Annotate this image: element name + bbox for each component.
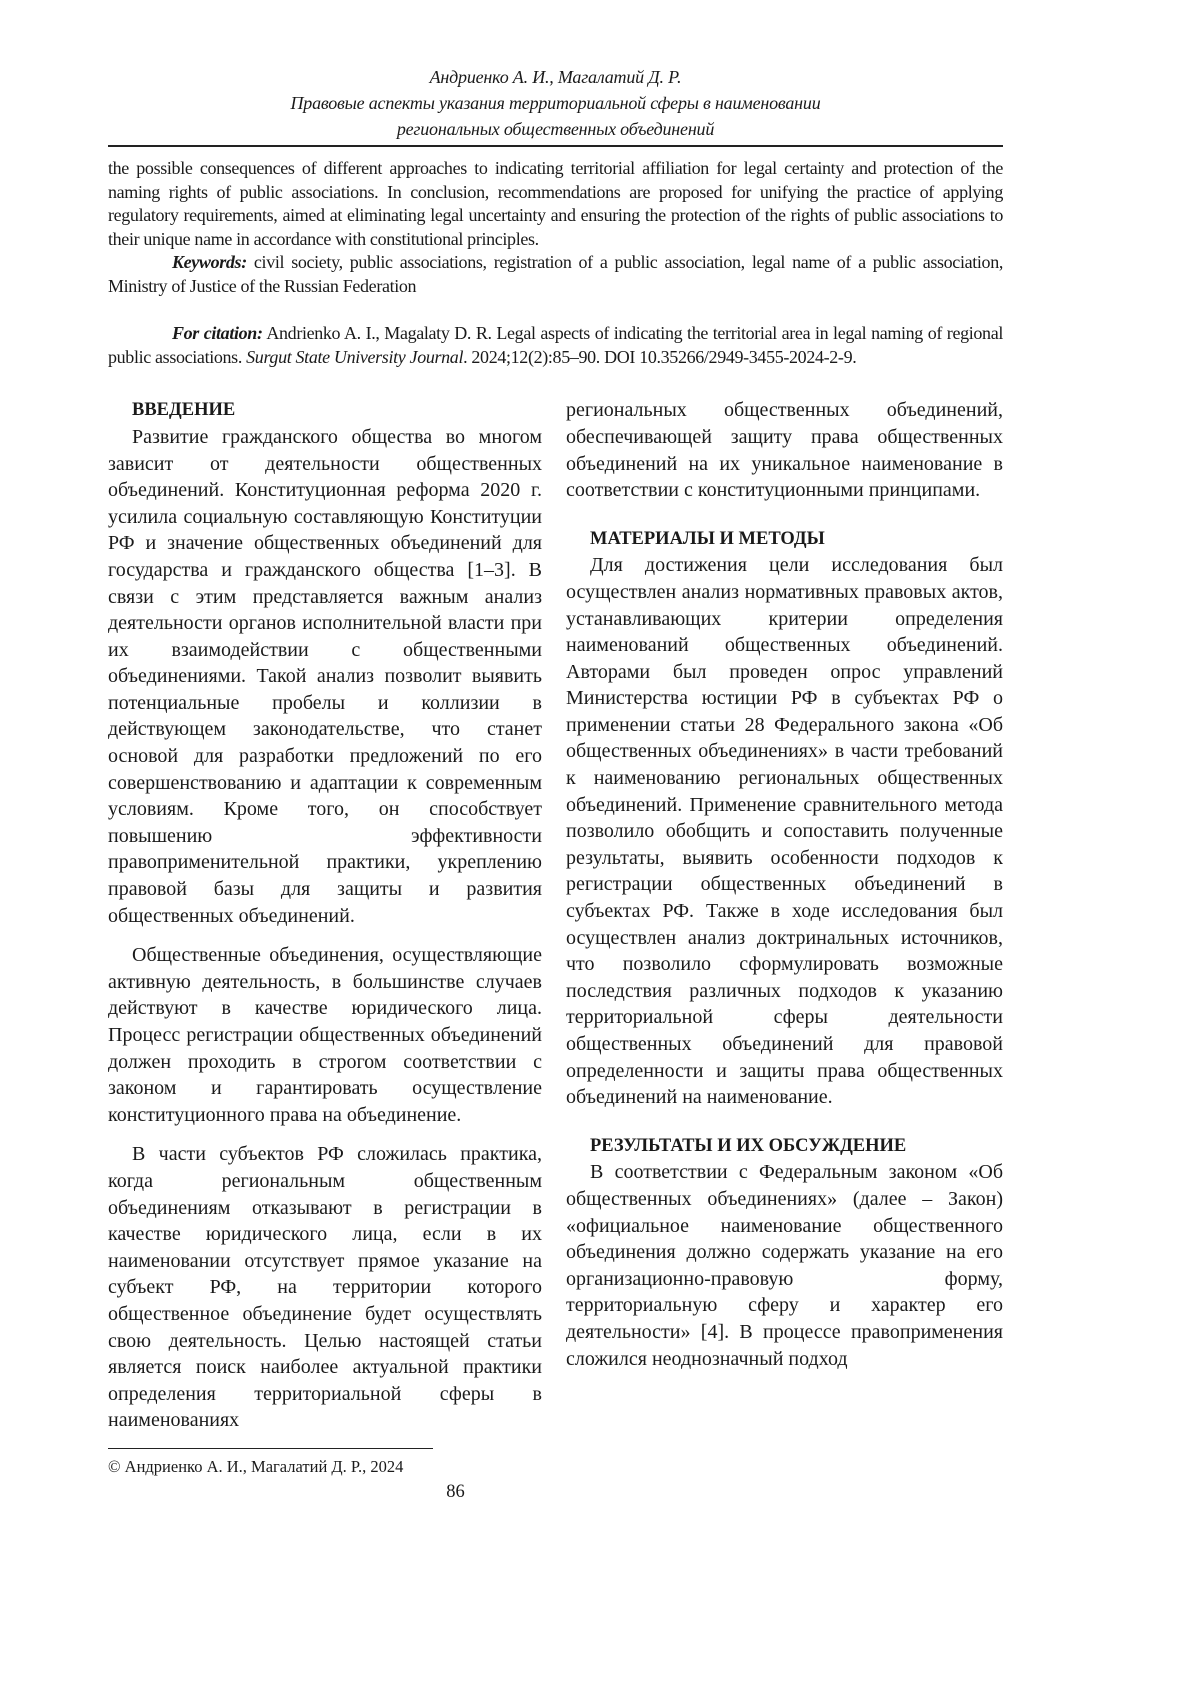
- section-heading-introduction: ВВЕДЕНИЕ: [108, 397, 542, 424]
- abstract-text: the possible consequences of different approaches to indicating territorial affiliation for legal certainty and protection of the naming rights of public associations. In conclusion, recommendations are proposed for unifying the practice of applying regulatory requirements, aimed at eliminating legal uncertainty and ensuring the protection of the rights of public associations to their unique name in accordance with constitutional principles.: [108, 157, 1003, 251]
- paragraph: региональных общественных объединений, обеспечивающей защиту права общественных объединений на их уникальное наименование в соответствии с конституционными принципами.: [566, 397, 1003, 503]
- running-header: [108, 64, 1003, 142]
- citation: [108, 322, 1003, 369]
- keywords-text: civil society, public associations, registration of a public association, legal name of a public association, Ministry of Justice of the Russian Federation: [108, 252, 1003, 296]
- abstract-block: [108, 157, 1003, 369]
- copyright-footnote: © Андриенко А. И., Магалатий Д. Р., 2024: [108, 1457, 1003, 1477]
- citation-label: For citation:: [172, 323, 263, 343]
- section-heading-results: РЕЗУЛЬТАТЫ И ИХ ОБСУЖДЕНИЕ: [566, 1133, 1003, 1160]
- header-title-line2: региональных общественных объединений: [108, 116, 1003, 142]
- citation-tail: . 2024;12(2):85–90. DOI 10.35266/2949-3455-2024-2-9.: [463, 347, 856, 367]
- keywords-label: Keywords:: [172, 252, 247, 272]
- page: [0, 0, 1200, 1543]
- right-column: [566, 397, 1003, 1372]
- paragraph: Развитие гражданского общества во многом зависит от деятельности общественных объединений. Конституционная реформа 2020 г. усилила социальную составляющую Конституции РФ и значение общественных объединений для государства и гражданского общества [1–3]. В связи с этим представляется важным анализ деятельности органов исполнительной власти при их взаимодействии с общественными объединениями. Такой анализ позволит выявить потенциальные пробелы и коллизии в действующем законодательстве, что станет основой для разработки предложений по его совершенствованию и адаптации к современным условиям. Кроме того, он способствует повышению эффективности правоприменительной практики, укреплению правовой базы для защиты и развития общественных объединений.: [108, 424, 542, 929]
- header-rule: [108, 145, 1003, 147]
- footnote-rule: [108, 1448, 433, 1449]
- page-number: 86: [0, 1481, 1003, 1503]
- header-title-line1: Правовые аспекты указания территориальной сферы в наименовании: [108, 90, 1003, 116]
- header-authors: Андриенко А. И., Магалатий Д. Р.: [108, 64, 1003, 90]
- paragraph: В соответствии с Федеральным законом «Об общественных объединениях» (далее – Закон) «официальное наименование общественного объединения должно содержать указание на его организационно-правовую форму, территориальную сферу и характер его деятельности» [4]. В процессе правоприменения сложился неоднозначный подход: [566, 1159, 1003, 1372]
- citation-text: Andrienko A. I., Magalaty D. R. Legal aspects of indicating the territorial area in legal naming of regional public associations.: [108, 323, 1003, 367]
- citation-journal: Surgut State University Journal: [246, 347, 463, 367]
- section-heading-methods: МАТЕРИАЛЫ И МЕТОДЫ: [566, 526, 1003, 553]
- body-columns: [108, 397, 1003, 1434]
- paragraph: Общественные объединения, осуществляющие активную деятельность, в большинстве случаев действуют в качестве юридического лица. Процесс регистрации общественных объединений должен проходить в строгом соответствии с законом и гарантировать осуществление конституционного права на объединение.: [108, 942, 542, 1128]
- keywords: [108, 251, 1003, 298]
- left-column: [108, 397, 542, 1434]
- paragraph: Для достижения цели исследования был осуществлен анализ нормативных правовых актов, устанавливающих критерии определения наименований общественных объединений. Авторами был проведен опрос управлений Министерства юстиции РФ в субъектах РФ о применении статьи 28 Федерального закона «Об общественных объединениях» в части требований к наименованию региональных общественных объединений. Применение сравнительного метода позволило обобщить и сопоставить полученные результаты, выявить особенности подходов к регистрации общественных объединений в субъектах РФ. Также в ходе исследования был осуществлен анализ доктринальных источников, что позволило сформулировать возможные последствия различных подходов к указанию территориальной сферы деятельности общественных объединений для правовой определенности и защиты права общественных объединений на наименование.: [566, 552, 1003, 1110]
- paragraph: В части субъектов РФ сложилась практика, когда региональным общественным объединениям отказывают в регистрации в качестве юридического лица, если в их наименовании отсутствует прямое указание на субъект РФ, на территории которого общественное объединение будет осуществлять свою деятельность. Целью настоящей статьи является поиск наиболее актуальной практики определения территориальной сферы в наименованиях: [108, 1141, 542, 1434]
